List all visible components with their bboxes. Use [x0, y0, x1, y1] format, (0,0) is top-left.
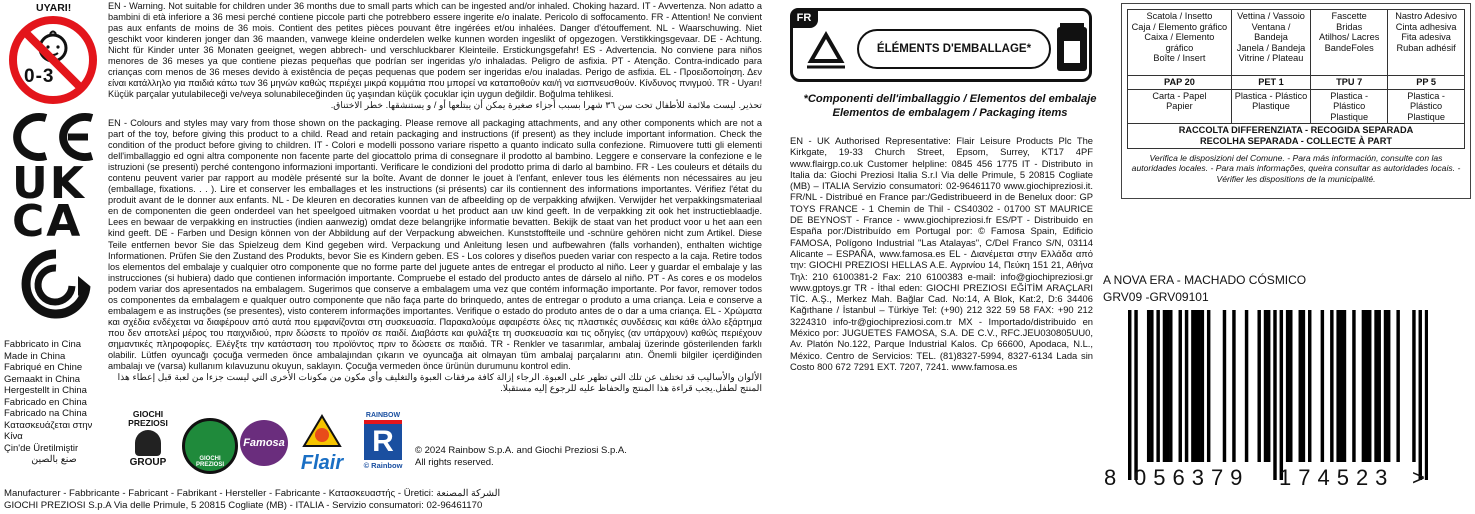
barcode-arrow: > — [1412, 465, 1425, 490]
barcode-bar — [1377, 310, 1380, 462]
made-in-line: Fabricado na China — [4, 408, 87, 419]
made-in-line: Hergestellt in China — [4, 385, 87, 396]
barcode-bar — [1201, 310, 1204, 462]
barcode-bar — [1362, 310, 1365, 462]
barcode-bar — [1185, 310, 1188, 462]
packaging-label-pill: ÉLÉMENTS D'EMBALLAGE* — [857, 29, 1051, 69]
made-in-line: Gemaakt in China — [4, 373, 81, 385]
barcode-bar — [1340, 310, 1343, 462]
representatives-text: EN - UK Authorised Representative: Flair Leisure Products Plc The Kirkgate, 19-33 Church Street, Epsom, Surrey, KT17 4PF www.flairgp.co.uk Customer helpline: 0845 456 1775 IT - Distributo in Italia da: Giochi Preziosi Italia S.r.l Via delle Primule, 5 20815 Cogliate (MB) – ITALIA Servizio consumatori: 02-96461170 www.giochipreziosi.it. FR/NL - Distribué en France par:/Gedistribueerd in de Benelux door: GP TOYS FRANCE - 1 Chemin de Thil - CS40302 - 01700 ST MAURICE DE BEYNOST - France - www.giochipreziosi.fr ES/PT - Distribuido en España por:/Distribuído em Portugal por: © Famosa Spain, Edificio FAMOSA, Polígono Industrial "Las Atalayas", C/Del Franco S/N, 03114 Alicante – ESPAÑA, www.famosa.es EL - Διανέμεται στην Ελλάδα από την: GIOCHI PREZIOSI HELLAS A.E. Αγρινίου 14, Πεύκη 151 21, Αθήνα Τηλ: 210 6100381-2 Fax: 210 6100383 e-mail: info@giochipreziosi.gr www.gptoys.gr TR - İthal eden: GIOCHI PREZIOSI EĞİTİM ARAÇLARI TİC. A.Ş., Merkez Mah. Bağlar Cad. No:14, A Blok, Kat:2, D:6 34406 Kağıthane / İstanbul – Türkiye Tel: (+90) 212 322 59 58 FAX: +90 212 3224310 info-tr@giochipreziosi.com.tr MX - Importado/distribuido en México por: JUGUETES FAMOSA, S.A. DE C.V., RFC.JEU030805UU0, Av. Platón No.122, Parque Industrial Kalos. Cp 66600, Apodaca, N.L., México. Centro de Servicios: TEL. (81)8327-5994, 8327-6134 Lada sin Costo 800 672 7291 EXT. 7207, 7241. www.famosa.es — [790, 135, 1093, 372]
barcode-bar — [1128, 310, 1131, 480]
barcode-bar — [1166, 310, 1169, 462]
made-in-line: Fabriqué en Chine — [4, 362, 83, 373]
copyright-line: © 2024 Rainbow S.p.A. and Giochi Preziosi S.p.A. — [415, 445, 627, 456]
barcode-bar — [1336, 310, 1339, 462]
barcode-bar — [1365, 310, 1368, 462]
table-cell: Vettina / Vassoio Ventana / Bandeja Janela / Bandeja Vitrine / Plateau — [1231, 10, 1310, 76]
barcode-bar — [1308, 310, 1311, 462]
recycling-note: Verifica le disposizioni del Comune. - Para más información, consulte con las autoridades locales. - Para mais informações, queira consultar as autoridades locais. - Vérifier les dispositions de la municipalité. — [1131, 152, 1461, 184]
barcode-bar — [1169, 310, 1172, 462]
rainbow-logo: RAINBOW R © Rainbow — [363, 412, 403, 470]
copyright-line: All rights reserved. — [415, 457, 494, 468]
barcode-bar — [1197, 310, 1200, 462]
famosa-logo: Famosa — [240, 420, 288, 466]
barcode-bar — [1150, 310, 1153, 462]
tree-icon — [135, 430, 161, 456]
barcode-bar — [1419, 310, 1422, 480]
barcode-bar — [1147, 310, 1150, 462]
table-cell: Plastica - Plástico Plastique — [1231, 89, 1310, 124]
logo-row — [120, 410, 420, 476]
barcode-bar — [1330, 310, 1333, 462]
table-cell: Fascette Bridas Atilhos/ Lacres BandeFoles — [1311, 10, 1388, 76]
barcode — [1128, 310, 1428, 490]
barcode-bar — [1425, 310, 1428, 480]
recycling-table-box — [1121, 3, 1471, 199]
packaging-note: *Componenti dell'imballaggio / Elementos del embalaje Elementos de embalagem / Packaging items — [803, 93, 1097, 119]
manufacturer-block — [4, 488, 564, 511]
barcode-bar — [1289, 310, 1292, 462]
instructions-text-block — [108, 118, 762, 394]
table-row — [1128, 76, 1465, 90]
table-row — [1128, 124, 1465, 148]
barcode-bar — [1299, 310, 1302, 462]
barcode-digits-right: 174523 — [1279, 465, 1395, 490]
product-code: GRV09 -GRV09101 — [1103, 290, 1209, 304]
warning-text-block — [108, 1, 762, 111]
fr-badge: FR — [790, 8, 818, 28]
barcode-bar — [1267, 310, 1270, 462]
barcode-bar — [1321, 310, 1324, 462]
copyright-block — [415, 445, 675, 469]
table-cell: PAP 20 — [1128, 76, 1232, 90]
manufacturer-address: GIOCHI PREZIOSI S.p.A Via delle Primule, 5 20815 Cogliate (MB) - ITALIA - Servizio consumatori: 02-96461170 — [4, 499, 483, 511]
barcode-bar — [1387, 310, 1390, 462]
table-cell: Plastica - Plástico Plastique — [1388, 89, 1465, 124]
flair-logo: Flair — [296, 414, 348, 474]
barcode-bar — [1374, 310, 1377, 462]
table-cell: Nastro Adesivo Cinta adhesiva Fita adesiva Ruban adhésif — [1388, 10, 1465, 76]
recycling-table — [1127, 9, 1465, 149]
flair-triangle-icon — [302, 414, 342, 448]
warning-label: UYARI! — [36, 2, 72, 14]
left-column — [0, 0, 105, 514]
barcode-bar — [1232, 310, 1235, 462]
recycle-arrows-icon — [801, 31, 851, 75]
barcode-bar — [1368, 310, 1371, 462]
age-warning-icon — [6, 14, 100, 106]
barcode-bar — [1245, 310, 1248, 462]
table-cell: PP 5 — [1388, 76, 1465, 90]
made-in-line: Made in China — [4, 350, 66, 362]
barcode-digit-first: 8 — [1104, 465, 1117, 490]
made-in-line: Fabricado en China — [4, 396, 87, 408]
fr-packaging-box — [790, 8, 1092, 82]
product-name: A NOVA ERA - MACHADO CÓSMICO — [1103, 273, 1307, 287]
ce-mark-icon — [6, 112, 98, 162]
made-in-line: صنع بالصين — [31, 454, 77, 465]
barcode-bar — [1396, 310, 1399, 462]
made-in-list — [4, 339, 104, 466]
barcode-bar — [1223, 310, 1226, 462]
barcode-bar — [1352, 310, 1355, 462]
barcode-bar — [1412, 310, 1415, 462]
collection-cell: RACCOLTA DIFFERENZIATA - RECOGIDA SEPARADA RECOLHA SEPARADA - COLLECTE À PART — [1128, 124, 1465, 148]
barcode-bar — [1134, 310, 1137, 480]
age-label: 0-3 — [24, 66, 55, 87]
made-in-line: Fabbricato in Cina — [4, 339, 82, 350]
barcode-bar — [1156, 310, 1159, 462]
barcode-bar — [1191, 310, 1194, 462]
barcode-bar — [1194, 310, 1197, 462]
made-in-line: Çin'de Üretilmiştir — [4, 442, 79, 454]
barcode-bar — [1343, 310, 1346, 462]
instructions-text-arabic: الألوان والأساليب قد تختلف عن تلك التي تظهر على العبوة. الرجاء إزالة كافة مرفقات العبوة والتغليف وأي مكون من مكونات الأخرى التي ليست جزءا من لعبة قبل إعطاء هذا المنتج لطفل.يجب قراءة هذا المنتج والحفاظ عليه للرجوع إليه مستقبلا. — [117, 372, 762, 394]
made-in-line: Κατασκευάζεται στην Κίνα — [4, 419, 93, 442]
warning-text: EN - Warning. Not suitable for children under 36 months due to small parts which can be ingested and/or inhaled. Choking hazard. IT - Avvertenza. Non adatto a bambini di età inferiore a 36 mesi perché contiene piccole parti che potrebbero essere ingerite e/o inalate. Pericolo di soffocamento. FR - Attention! Ne convient pas aux enfants de moins de 36 mois. Contient des petites pièces pouvant être ingérées et/ou inhalées. Danger d'étouffement. NL - Waarschuwing. Niet geschikt voor kinderen jonger dan 36 maanden, vanwege kleine onderdelen welke kunnen worden ingeslikt of opgezogen. Verstikkingsgevaar. DE - Achtung. Nicht für Kinder unter 36 Monaten geeignet, wegen abbrech- und verschluckbarer Kleinteile. Erstickungsgefahr! ES - Advertencia. No conviene para niños menores de 36 meses ya que contiene piezas pequeñas que podrían ser ingeridas y/o inhaladas. Peligro de asfixia. PT - Atenção. Contra-indicado para crianças com menos de 36 meses devido à existência de peças pequenas que podem ser ingeridas e/ou inaladas. Perigo de asfixia. EL - Προειδοποίηση. Δεν είναι κατάλληλο για παιδιά κάτω των 36 μηνών καθώς περιέχει μικρά κομμάτια που μπορεί να καταποθούν και/ή να εισπνευσθούν. Κίνδυνος πνιγμού. TR - Uyarı! Küçük parçalar yutulabileceği ve/veya solunabileceğinden üç yaşından küçük çocuklar için uygun değildir. Boğulma tehlikesi. — [108, 1, 762, 100]
warning-text-arabic: تحذير. ليست ملائمة للأطفال تحت سن ٣٦ شهرا بسبب أجزاء صغيرة يمكن أن يبتلعها أو / و يستنشقها. خطر الاختناق. — [330, 100, 762, 111]
triman-icon — [16, 246, 94, 326]
table-cell: TPU 7 — [1311, 76, 1388, 90]
barcode-digits-left: 056379 — [1134, 465, 1250, 490]
table-cell: Plastica - Plástico Plastique — [1311, 89, 1388, 124]
giochi-preziosi-round-logo: GIOCHI PREZIOSI — [182, 418, 238, 474]
table-cell: Carta - Papel Papier — [1128, 89, 1232, 124]
manufacturer-label: Manufacturer - Fabbricante - Fabricant - Fabrikant - Hersteller - Fabricante - Κατασκευαστής - Üretici: — [4, 488, 434, 499]
table-row — [1128, 89, 1465, 124]
barcode-bar — [1163, 310, 1166, 462]
instructions-text: EN - Colours and styles may vary from those shown on the packaging. Please remove all packaging attachments, and any other components which are not a part of the toy, before giving this product to a child. Read and retain packaging and instructions (if present) as they include important information. Check the condition of the product before giving to children. IT - Colori e modelli possono variare rispetto a quanto indicato sulla confezione. Rimuovere tutti gli elementi dell'imballaggio ed ogni altra componente non facente parte del giocattolo prima di consegnare il prodotto al bambino. Leggere e conservare la confezione e le istruzioni (se presenti) perché contengono informazioni importanti. Verificare le condizioni del prodotto prima di darlo al bambino. FR - Les couleurs et détails du contenu peuvent varier par rapport au modèle présenté sur la boîte. Avant de donner le jouet à l'enfant, enlever tous les éléments non nécessaires au jeu (emballage, fixations. . . ). Lire et conserver les emballages et les instructions (si présents) car ils contiennent des informations importantes. Vérifiez l'état du produit avant de le donner aux enfants. NL - De kleuren en decoraties kunnen van de afbeelding op de verpakking afwijken. Verwijder het verpakkingsmateriaal en de componenten die geen onderdeel van het speelgoed uitmaken voordat u het product aan uw kind geeft. In de verpakking zit ook het instructieblaadje. Lees en bewaar de verpakking en instructies (indien aanwezig) omdat deze belangrijke informatie bevatten. Bekijk de staat van het product voor u het aan een kind geeft. DE - Farben und Design können von der Abbildung auf der Verpackung abweichen. Kunststoffteile und -schnüre gehören nicht zum Artikel. Diese Teile entfernen bevor Sie das Spielzeug dem Kind gegeben wird. Verpackung und Anleitung lesen und aufbewahren (falls vorhanden), enthalten wichtige Informationen. Prüfen Sie den Zustand des Produkts, bevor Sie es Kindern geben. ES - Los colores y diseños pueden variar con respecto a la caja. Retire todos los elementos del embalaje y cualquier otro componente que no forme parte del juguete antes de entregar el producto al niño. Leer y guardar el embalaje y las instrucciones (si hubiera) dado que contienen información importante. Compruebe el estado del producto antes de dárselo al niño. PT - As cores e os modelos podem variar dos apresentados na embalagem. Sugerimos que conserve a embalagem uma vez que contém informação importante. Por favor, remover todos os componentes da embalagem e qualquer outro componente que não faça parte do brinquedo, antes de entregar o produto a uma criança. Leia e conserve a embalagem e as instruções (se presentes), visto conterem informações importantes. Verifique o estado do produto antes de o dar a uma criança. EL - Χρώματα και σχέδια ενδέχεται να διαφέρουν από αυτά που εμφανίζονται στη συσκευασία. Παρακαλούμε αφαιρέστε όλες τις πλαστικές συνδέσεις και κάθε άλλο εξάρτημα που δεν αποτελεί μέρος του παιχνιδιού, πριν δώσετε το προϊόν σε παιδί. Διαβάστε και φυλάξτε τη συσκευασία και τις οδηγίες (αν υπάρχουν) καθώς περιέχουν σημαντικές πληροφορίες. Ελέγξτε την κατάσταση του προϊόντος πριν το δώσετε σε παιδιά. TR - Renkler ve tasarımlar, ambalaj üzerinde gösterilenden farklı olabilir. Lütfen oyuncağı çocuğa vermeden önce ambalajından çıkarın ve oyuncağa ait olmayan tüm ambalaj parçalarını atın. Önemli bilgiler içerdiğinden ambalajı ve (varsa) kullanım kılavuzunu okuyun, saklayın. Çocuğa vermeden önce ürünün durumunu kontrol edin. — [108, 118, 762, 372]
barcode-bar — [1384, 310, 1387, 462]
table-cell: Scatola / Insetto Caja / Elemento gráfico Caixa / Elemento gráfico Boîte / Insert — [1128, 10, 1232, 76]
barcode-bar — [1179, 310, 1182, 462]
table-cell: PET 1 — [1231, 76, 1310, 90]
table-row — [1128, 10, 1465, 76]
giochi-preziosi-group-logo: GIOCHI PREZIOSI GROUP — [128, 409, 168, 468]
barcode-bar — [1280, 310, 1283, 480]
barcode-bar — [1264, 310, 1267, 462]
ukca-mark-icon: UK CA — [12, 158, 86, 247]
rainbow-r-icon: R — [364, 420, 402, 460]
barcode-bar — [1257, 310, 1260, 462]
barcode-bar — [1273, 310, 1276, 480]
barcode-bar — [1286, 310, 1289, 462]
manufacturer-label-arabic: الشركة المصنعة — [436, 488, 501, 499]
bin-icon — [1055, 23, 1089, 73]
barcode-bar — [1302, 310, 1305, 462]
barcode-bar — [1207, 310, 1210, 462]
